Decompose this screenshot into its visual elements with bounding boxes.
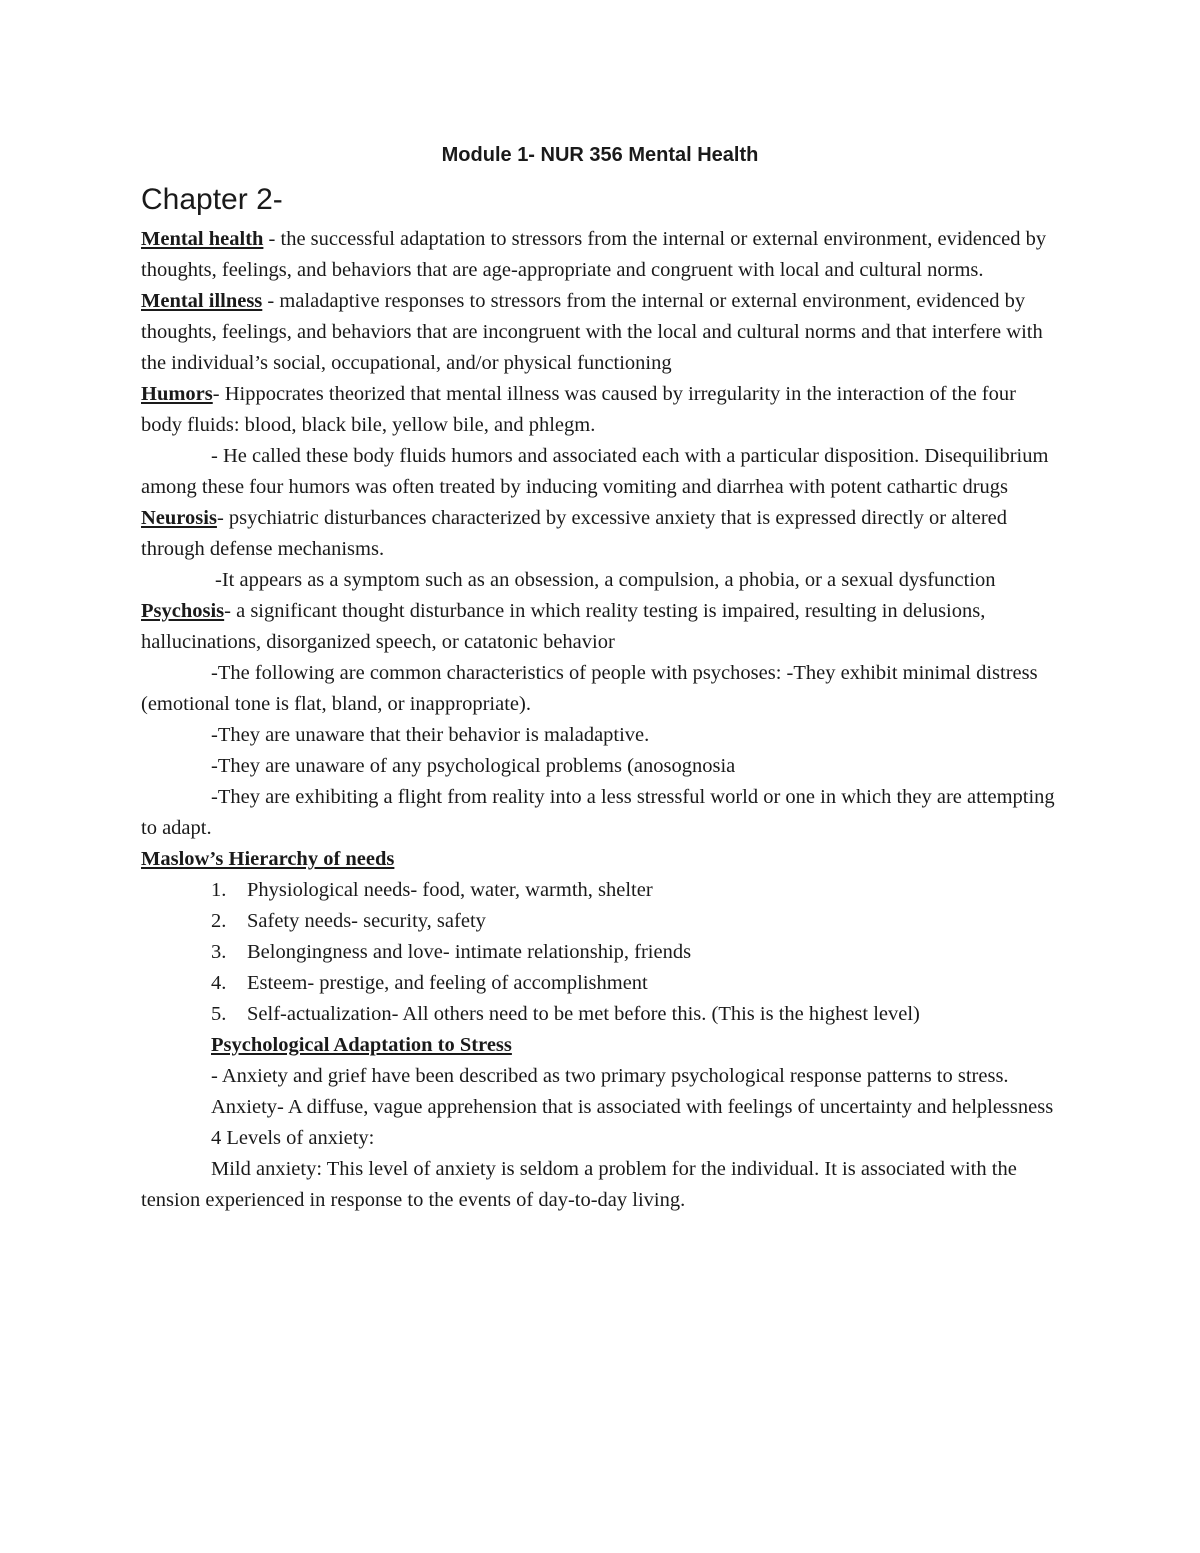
definition-neurosis: [141, 503, 1061, 565]
list-item: [211, 937, 1061, 968]
chapter-heading: Chapter 2-: [141, 183, 283, 216]
definition-text: - a significant thought disturbance in which reality testing is impaired, resulting in delusions, hallucinations, disorganized speech, or catatonic behavior: [141, 600, 986, 653]
term-mental-illness: Mental illness: [141, 290, 263, 312]
anxiety-definition: Anxiety- A diffuse, vague apprehension that is associated with feelings of uncertainty and helplessness: [211, 1096, 1054, 1118]
document-body: [141, 224, 1061, 1216]
list-number: 2.: [211, 910, 227, 932]
psychosis-detail: -They are unaware of any psychological problems (anosognosia: [211, 755, 736, 777]
maslow-list: [141, 875, 1061, 1030]
list-number: 4.: [211, 972, 227, 994]
definition-text: - maladaptive responses to stressors from the internal or external environment, evidenced by thoughts, feelings, and behaviors that are incongruent with the local and cultural norms and that interfere with the individual’s social, occupational, and/or physical functioning: [141, 290, 1043, 374]
list-text: Self-actualization- All others need to be met before this. (This is the highest level): [247, 1003, 920, 1025]
adaptation-intro: - Anxiety and grief have been described as two primary psychological response patterns to stress.: [211, 1065, 1009, 1087]
document-title: Module 1- NUR 356 Mental Health: [441, 144, 759, 166]
term-humors: Humors: [141, 383, 213, 405]
psychosis-detail: -They are unaware that their behavior is maladaptive.: [211, 724, 650, 746]
list-text: Belongingness and love- intimate relationship, friends: [247, 941, 692, 963]
term-mental-health: Mental health: [141, 228, 264, 250]
neurosis-detail: -It appears as a symptom such as an obsession, a compulsion, a phobia, or a sexual dysfunction: [215, 569, 996, 591]
definition-mental-health: [141, 224, 1061, 286]
term-neurosis: Neurosis: [141, 507, 217, 529]
definition-psychosis: [141, 596, 1061, 658]
list-item: [211, 968, 1061, 999]
list-number: 1.: [211, 879, 227, 901]
definition-text: - psychiatric disturbances characterized by excessive anxiety that is expressed directly or altered through defense mechanisms.: [141, 507, 1007, 560]
mild-anxiety: Mild anxiety: This level of anxiety is seldom a problem for the individual. It is associated with the tension experienced in response to the events of day-to-day living.: [141, 1158, 1017, 1211]
adaptation-heading: Psychological Adaptation to Stress: [211, 1034, 512, 1056]
definition-text: - Hippocrates theorized that mental illness was caused by irregularity in the interaction of the four body fluids: blood, black bile, yellow bile, and phlegm.: [141, 383, 1016, 436]
list-number: 3.: [211, 941, 227, 963]
list-text: Physiological needs- food, water, warmth, shelter: [247, 879, 653, 901]
definition-humors: [141, 379, 1061, 441]
list-item: [211, 999, 1061, 1030]
humors-detail: - He called these body fluids humors and associated each with a particular disposition. Disequilibrium among these four humors was often treated by inducing vomiting and diarrhea with potent cathartic drugs: [141, 445, 1049, 498]
term-psychosis: Psychosis: [141, 600, 225, 622]
list-item: [211, 875, 1061, 906]
anxiety-levels: 4 Levels of anxiety:: [211, 1127, 375, 1149]
psychosis-detail: -The following are common characteristics of people with psychoses: -They exhibit minimal distress (emotional tone is flat, bland, or inappropriate).: [141, 662, 1038, 715]
maslow-heading: Maslow’s Hierarchy of needs: [141, 848, 395, 870]
list-number: 5.: [211, 1003, 227, 1025]
list-item: [211, 906, 1061, 937]
list-text: Safety needs- security, safety: [247, 910, 486, 932]
psychosis-detail: -They are exhibiting a flight from reality into a less stressful world or one in which they are attempting to adapt.: [141, 786, 1055, 839]
definition-text: - the successful adaptation to stressors from the internal or external environment, evidenced by thoughts, feelings, and behaviors that are age-appropriate and congruent with local and cultural norms.: [141, 228, 1047, 281]
definition-mental-illness: [141, 286, 1061, 379]
list-text: Esteem- prestige, and feeling of accomplishment: [247, 972, 648, 994]
